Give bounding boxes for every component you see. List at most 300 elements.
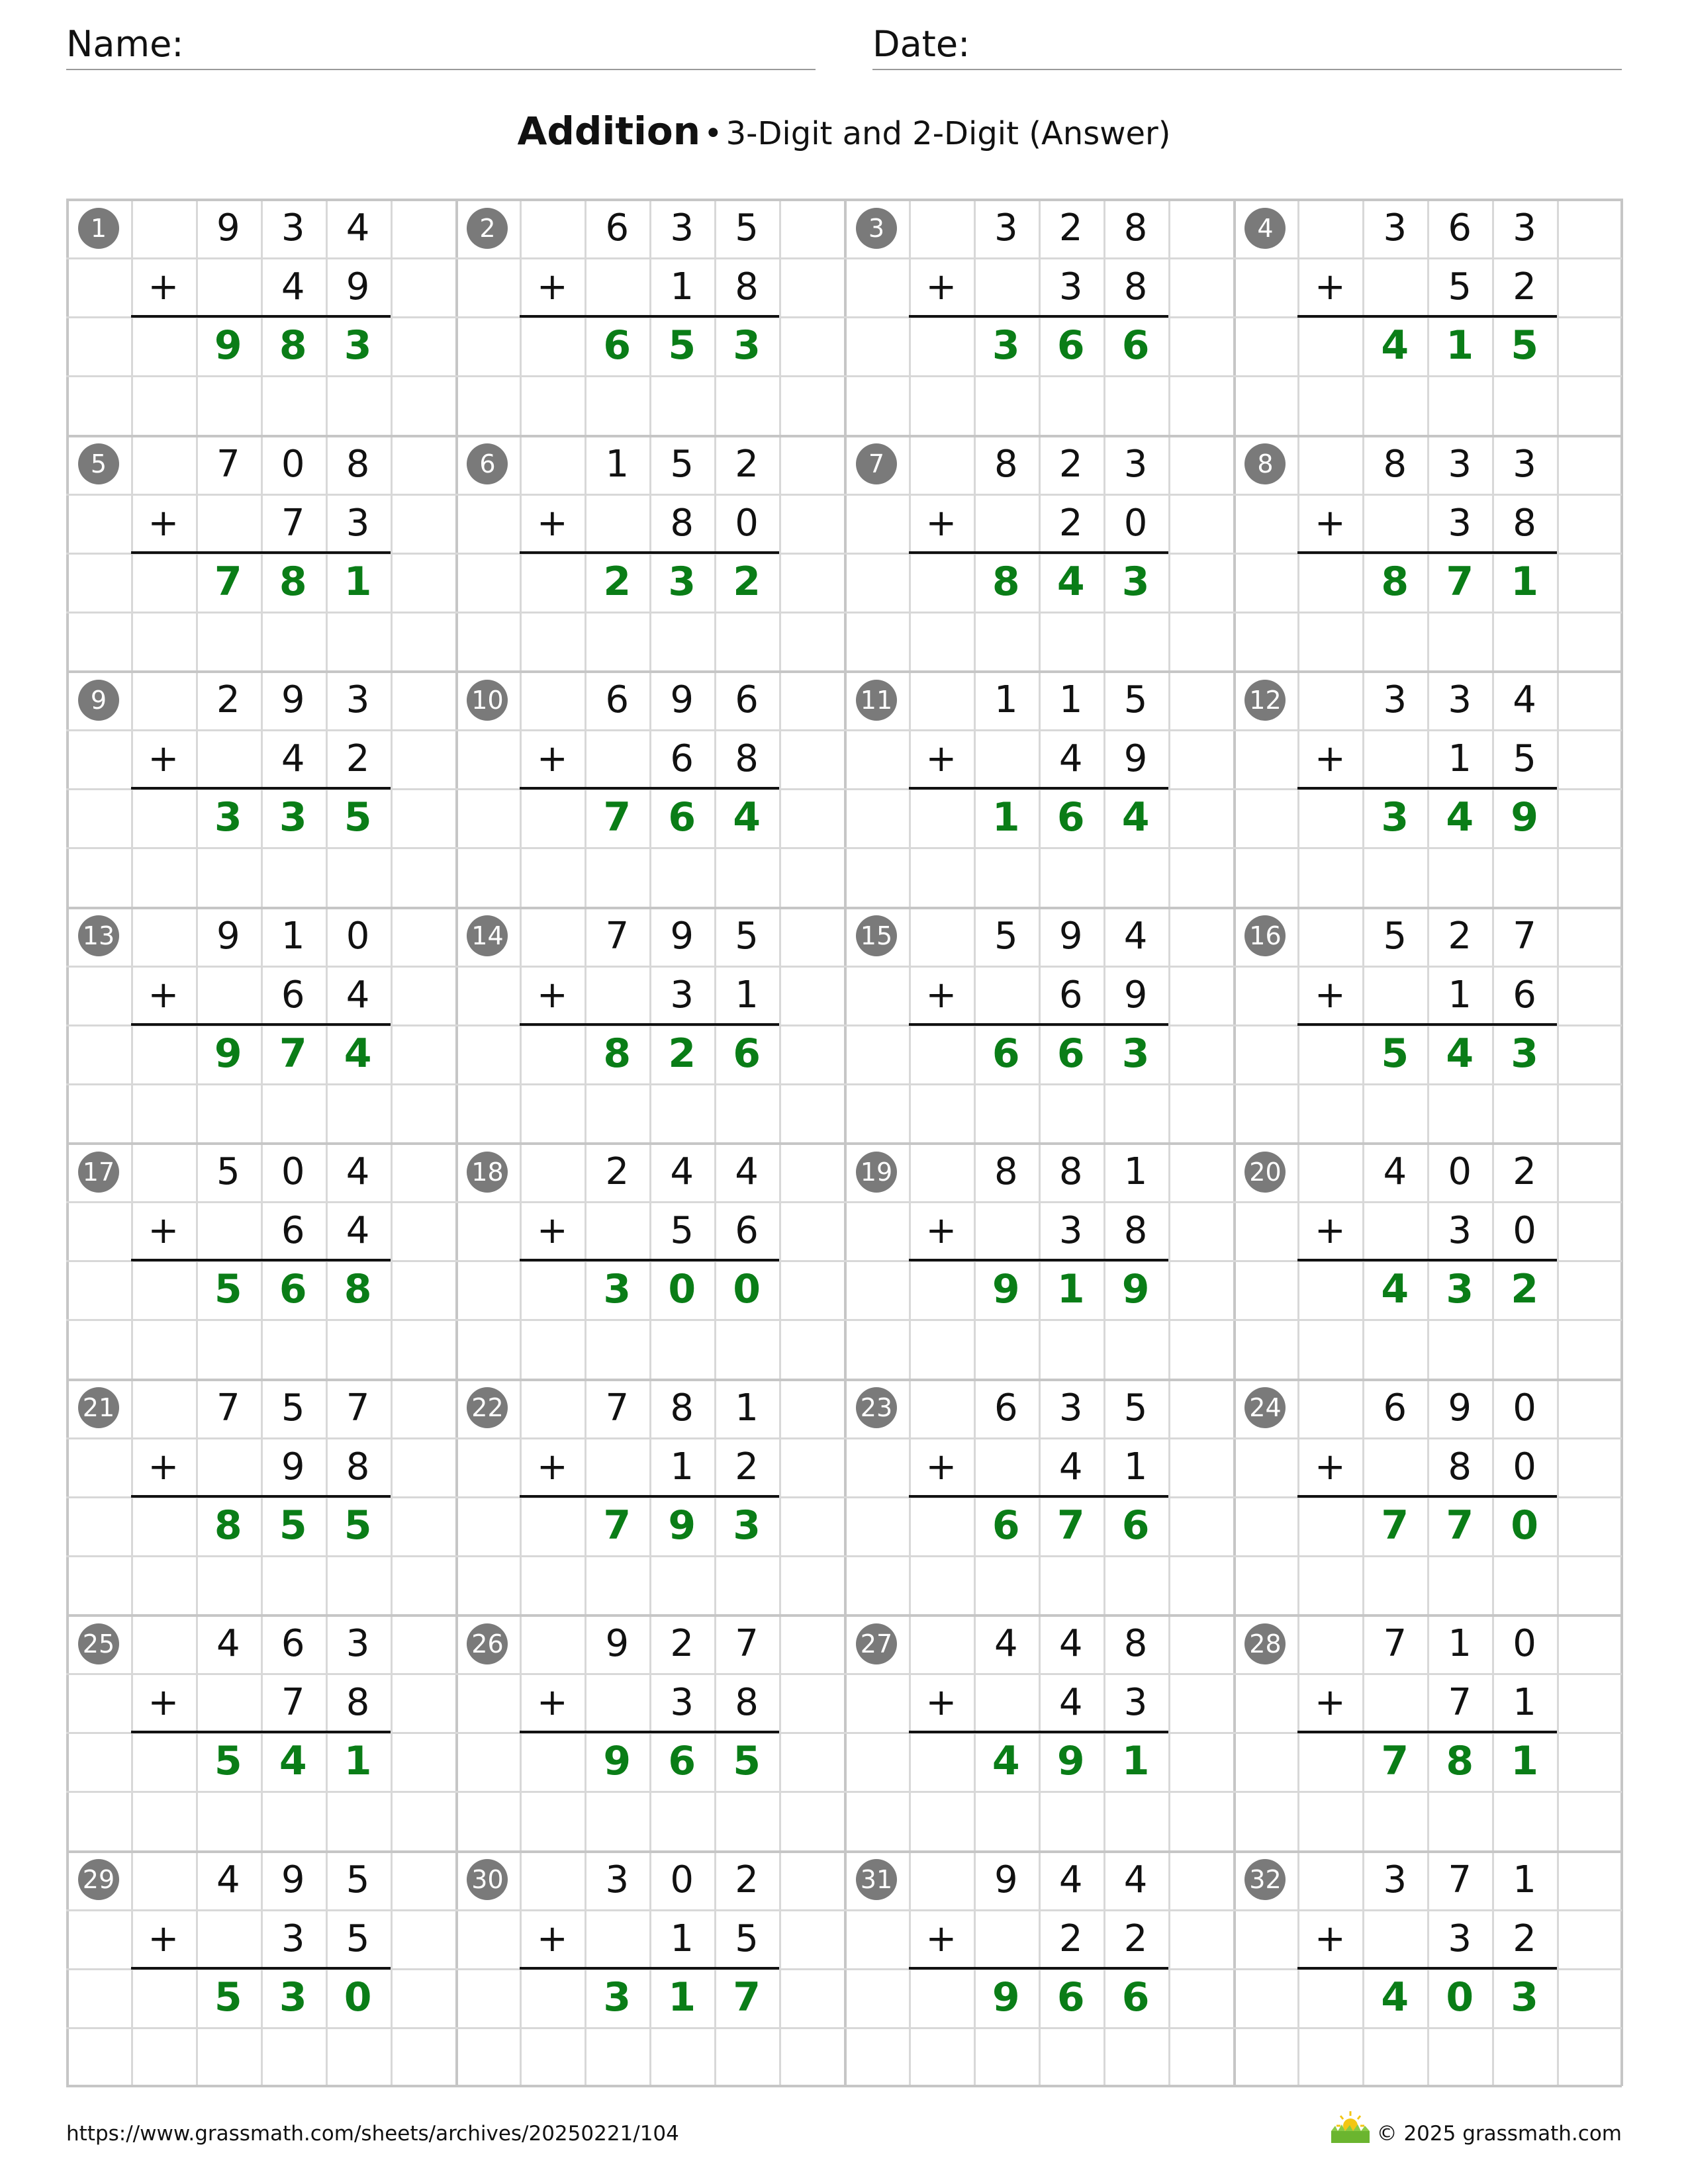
answer-digit: 2 [733,558,761,605]
addend-top-digit: 3 [1383,206,1407,250]
addend-top-digit: 2 [735,442,759,486]
addend-top-digit: 8 [1058,1150,1083,1193]
answer-digit: 5 [1381,1030,1409,1077]
addend-top-digit: 9 [281,1858,305,1901]
addend-top-digit: 9 [605,1622,630,1665]
name-label: Name: [66,23,184,65]
problem-number-badge: 8 [1244,443,1286,484]
addend-bottom-digit: 3 [1058,265,1083,309]
grid-line-horizontal [66,1319,1622,1321]
answer-digit: 9 [603,1738,632,1785]
addend-top-digit: 2 [670,1622,694,1665]
answer-digit: 5 [214,1738,242,1785]
plus-sign: + [148,1681,179,1725]
addend-top-digit: 8 [994,442,1018,486]
addend-top-digit: 1 [735,1386,759,1430]
answer-digit: 4 [279,1738,307,1785]
answer-digit: 7 [1056,1502,1085,1549]
problem-number-badge: 23 [856,1387,897,1428]
addend-top-digit: 6 [605,678,630,721]
plus-sign: + [536,1445,568,1488]
answer-digit: 5 [214,1974,242,2021]
addend-bottom-digit: 0 [735,501,759,545]
answer-digit: 7 [1381,1738,1409,1785]
addend-top-digit: 4 [216,1622,240,1665]
addend-top-digit: 8 [1123,206,1148,250]
plus-sign: + [1314,737,1346,781]
addend-bottom-digit: 1 [670,265,694,309]
plus-sign: + [148,1445,179,1488]
addend-top-digit: 3 [670,206,694,250]
plus-sign: + [925,973,957,1017]
addend-top-digit: 6 [735,678,759,721]
answer-digit: 9 [1056,1738,1085,1785]
addend-top-digit: 0 [281,442,305,486]
problem-number-badge: 22 [467,1387,508,1428]
answer-digit: 9 [1121,1266,1150,1313]
addend-bottom-digit: 1 [670,1445,694,1488]
answer-digit: 7 [1381,1502,1409,1549]
addend-top-digit: 5 [1123,678,1148,721]
addend-top-digit: 4 [1383,1150,1407,1193]
addend-bottom-digit: 3 [1448,1209,1472,1253]
plus-sign: + [148,1917,179,1960]
answer-digit: 7 [1446,558,1474,605]
problem-number-badge: 9 [78,680,119,721]
plus-sign: + [536,973,568,1017]
addend-bottom-digit: 0 [1513,1445,1536,1488]
addend-bottom-digit: 1 [1123,1445,1148,1488]
addend-top-digit: 3 [1383,1858,1407,1901]
addend-bottom-digit: 8 [1123,1209,1148,1253]
grid-line-horizontal [66,2027,1622,2029]
addend-top-digit: 7 [1513,914,1536,958]
addend-top-digit: 3 [281,206,305,250]
problem-number-badge: 31 [856,1859,897,1900]
answer-digit: 4 [1121,794,1150,841]
addend-top-digit: 4 [1513,678,1536,721]
addend-bottom-digit: 2 [1058,501,1083,545]
addend-bottom-digit: 2 [346,737,370,781]
addend-top-digit: 8 [346,442,370,486]
addend-bottom-digit: 2 [1513,265,1536,309]
answer-digit: 6 [1121,1974,1150,2021]
problem-number-badge: 20 [1244,1152,1286,1193]
addend-bottom-digit: 8 [1123,265,1148,309]
problem-number-badge: 11 [856,680,897,721]
grid-line-horizontal [66,612,1622,614]
addend-bottom-digit: 2 [735,1445,759,1488]
plus-sign: + [148,973,179,1017]
addend-bottom-digit: 4 [346,1209,370,1253]
addend-top-digit: 6 [1383,1386,1407,1430]
addend-top-digit: 8 [1383,442,1407,486]
problem-number-badge: 3 [856,208,897,249]
answer-digit: 5 [1511,322,1538,369]
plus-sign: + [148,265,179,309]
addend-bottom-digit: 1 [1448,973,1472,1017]
addend-top-digit: 3 [1513,442,1536,486]
answer-digit: 6 [1056,1030,1085,1077]
addend-bottom-digit: 9 [281,1445,305,1488]
plus-sign: + [536,1681,568,1725]
answer-digit: 0 [1511,1502,1538,1549]
addend-bottom-digit: 3 [1448,1917,1472,1960]
plus-sign: + [925,501,957,545]
addend-top-digit: 9 [281,678,305,721]
answer-digit: 1 [1446,322,1474,369]
addend-top-digit: 2 [735,1858,759,1901]
problem-number-badge: 4 [1244,208,1286,249]
addend-bottom-digit: 3 [1123,1681,1148,1725]
answer-digit: 4 [344,1030,372,1077]
answer-digit: 7 [603,794,632,841]
answer-digit: 0 [344,1974,372,2021]
addend-top-digit: 7 [216,1386,240,1430]
answer-digit: 7 [279,1030,307,1077]
answer-digit: 4 [1446,794,1474,841]
addend-bottom-digit: 0 [1513,1209,1536,1253]
addend-bottom-digit: 9 [1123,737,1148,781]
addend-bottom-digit: 2 [1513,1917,1536,1960]
addend-top-digit: 6 [281,1622,305,1665]
addend-top-digit: 7 [605,914,630,958]
answer-digit: 3 [1511,1030,1538,1077]
answer-digit: 5 [733,1738,761,1785]
problem-number-badge: 30 [467,1859,508,1900]
name-field[interactable] [66,20,816,70]
problem-number-badge: 15 [856,915,897,956]
answer-digit: 4 [1381,1266,1409,1313]
answer-digit: 2 [603,558,632,605]
addend-top-digit: 3 [1448,678,1472,721]
problem-number-badge: 2 [467,208,508,249]
answer-digit: 1 [992,794,1020,841]
addend-top-digit: 5 [1123,1386,1148,1430]
answer-digit: 8 [279,558,307,605]
addend-top-digit: 1 [1058,678,1083,721]
addend-top-digit: 4 [1123,914,1148,958]
answer-digit: 8 [214,1502,242,1549]
answer-digit: 3 [733,1502,761,1549]
answer-digit: 0 [668,1266,696,1313]
plus-sign: + [1314,1445,1346,1488]
addend-top-digit: 2 [216,678,240,721]
addend-top-digit: 0 [1513,1386,1536,1430]
problem-number-badge: 21 [78,1387,119,1428]
answer-digit: 4 [1381,322,1409,369]
addend-top-digit: 0 [346,914,370,958]
problem-number-badge: 26 [467,1623,508,1664]
answer-digit: 9 [992,1266,1020,1313]
addend-top-digit: 9 [670,914,694,958]
plus-sign: + [1314,1209,1346,1253]
answer-digit: 1 [668,1974,696,2021]
addend-bottom-digit: 9 [1123,973,1148,1017]
answer-digit: 8 [344,1266,372,1313]
answer-digit: 9 [1511,794,1538,841]
addend-top-digit: 8 [994,1150,1018,1193]
addend-bottom-digit: 5 [346,1917,370,1960]
addend-bottom-digit: 8 [346,1681,370,1725]
addend-top-digit: 2 [1448,914,1472,958]
problem-number-badge: 18 [467,1152,508,1193]
answer-digit: 8 [603,1030,632,1077]
addend-top-digit: 8 [670,1386,694,1430]
answer-digit: 6 [992,1030,1020,1077]
problem-number-badge: 17 [78,1152,119,1193]
addend-bottom-digit: 8 [735,265,759,309]
addend-top-digit: 2 [1513,1150,1536,1193]
date-field[interactable] [872,20,1622,70]
addend-bottom-digit: 6 [281,973,305,1017]
addend-top-digit: 4 [1058,1622,1083,1665]
addend-top-digit: 1 [1123,1150,1148,1193]
footer-copyright: © 2025 grassmath.com [1376,2122,1622,2146]
addend-bottom-digit: 7 [281,501,305,545]
addend-top-digit: 4 [1058,1858,1083,1901]
addend-bottom-digit: 2 [1123,1917,1148,1960]
addend-top-digit: 4 [346,206,370,250]
answer-digit: 1 [344,558,372,605]
answer-digit: 7 [733,1974,761,2021]
answer-digit: 7 [1446,1502,1474,1549]
addend-bottom-digit: 1 [670,1917,694,1960]
problem-number-badge: 7 [856,443,897,484]
addend-top-digit: 1 [1513,1858,1536,1901]
answer-digit: 3 [668,558,696,605]
problem-number-badge: 32 [1244,1859,1286,1900]
addend-top-digit: 3 [1448,442,1472,486]
problem-number-badge: 28 [1244,1623,1286,1664]
addend-bottom-digit: 6 [670,737,694,781]
addend-top-digit: 3 [1123,442,1148,486]
answer-digit: 3 [992,322,1020,369]
addend-top-digit: 4 [216,1858,240,1901]
grid-line-horizontal [66,375,1622,377]
plus-sign: + [536,501,568,545]
addend-top-digit: 5 [346,1858,370,1901]
addend-top-digit: 7 [346,1386,370,1430]
answer-digit: 7 [214,558,242,605]
addend-top-digit: 5 [281,1386,305,1430]
plus-sign: + [925,1209,957,1253]
addend-top-digit: 6 [994,1386,1018,1430]
answer-digit: 6 [668,794,696,841]
addend-bottom-digit: 4 [281,737,305,781]
plus-sign: + [925,737,957,781]
answer-digit: 6 [1121,1502,1150,1549]
addend-bottom-digit: 8 [346,1445,370,1488]
answer-digit: 0 [733,1266,761,1313]
answer-digit: 4 [1446,1030,1474,1077]
addend-bottom-digit: 2 [1058,1917,1083,1960]
plus-sign: + [1314,265,1346,309]
answer-digit: 5 [344,1502,372,1549]
answer-digit: 9 [214,322,242,369]
addend-top-digit: 0 [670,1858,694,1901]
addend-bottom-digit: 3 [281,1917,305,1960]
problem-number-badge: 19 [856,1152,897,1193]
answer-digit: 6 [668,1738,696,1785]
answer-digit: 3 [1381,794,1409,841]
problem-number-badge: 16 [1244,915,1286,956]
addend-bottom-digit: 4 [281,265,305,309]
addend-top-digit: 5 [1383,914,1407,958]
addend-top-digit: 0 [1513,1622,1536,1665]
title-bullet: • [704,115,723,152]
addend-bottom-digit: 8 [1513,501,1536,545]
addend-top-digit: 9 [216,914,240,958]
addend-bottom-digit: 8 [735,1681,759,1725]
answer-digit: 9 [992,1974,1020,2021]
problem-number-badge: 29 [78,1859,119,1900]
answer-digit: 9 [214,1030,242,1077]
problem-number-badge: 27 [856,1623,897,1664]
addend-top-digit: 9 [670,678,694,721]
addend-bottom-digit: 8 [670,501,694,545]
addend-bottom-digit: 4 [1058,737,1083,781]
addend-top-digit: 5 [735,206,759,250]
answer-digit: 3 [344,322,372,369]
plus-sign: + [925,1917,957,1960]
answer-digit: 5 [214,1266,242,1313]
plus-sign: + [1314,1917,1346,1960]
addend-top-digit: 2 [605,1150,630,1193]
answer-digit: 3 [279,1974,307,2021]
addend-top-digit: 0 [1448,1150,1472,1193]
problem-number-badge: 12 [1244,680,1286,721]
addend-top-digit: 6 [1448,206,1472,250]
addend-top-digit: 4 [346,1150,370,1193]
answer-digit: 3 [1121,1030,1150,1077]
answer-digit: 6 [733,1030,761,1077]
answer-digit: 1 [1511,1738,1538,1785]
plus-sign: + [1314,973,1346,1017]
worksheet-title [0,103,1688,159]
problem-number-badge: 14 [467,915,508,956]
addend-top-digit: 5 [216,1150,240,1193]
answer-digit: 6 [1121,322,1150,369]
grid-line-horizontal [66,1083,1622,1085]
answer-digit: 3 [603,1266,632,1313]
grid-line-horizontal [66,1791,1622,1793]
addend-top-digit: 5 [670,442,694,486]
addend-top-digit: 4 [994,1622,1018,1665]
answer-digit: 5 [668,322,696,369]
addend-bottom-digit: 5 [1513,737,1536,781]
problem-grid [66,199,1622,2086]
addend-top-digit: 6 [605,206,630,250]
problem-number-badge: 13 [78,915,119,956]
answer-digit: 6 [992,1502,1020,1549]
addend-top-digit: 4 [1123,1858,1148,1901]
answer-digit: 6 [279,1266,307,1313]
addend-top-digit: 3 [1058,1386,1083,1430]
answer-digit: 6 [1056,794,1085,841]
problem-number-badge: 6 [467,443,508,484]
plus-sign: + [536,737,568,781]
addend-top-digit: 1 [281,914,305,958]
addend-bottom-digit: 9 [346,265,370,309]
problem-number-badge: 1 [78,208,119,249]
title-main: Addition [517,109,701,154]
answer-digit: 3 [603,1974,632,2021]
answer-digit: 3 [733,322,761,369]
answer-digit: 1 [1056,1266,1085,1313]
addend-top-digit: 1 [1448,1622,1472,1665]
answer-digit: 6 [1056,322,1085,369]
addend-top-digit: 3 [605,1858,630,1901]
addend-bottom-digit: 3 [670,1681,694,1725]
addend-top-digit: 2 [1058,442,1083,486]
addend-top-digit: 7 [216,442,240,486]
plus-sign: + [1314,501,1346,545]
answer-digit: 2 [1511,1266,1538,1313]
addend-bottom-digit: 8 [1448,1445,1472,1488]
answer-digit: 6 [1056,1974,1085,2021]
addend-bottom-digit: 1 [1448,737,1472,781]
addend-top-digit: 5 [994,914,1018,958]
addend-bottom-digit: 5 [1448,265,1472,309]
grid-line-horizontal [66,2085,1622,2087]
plus-sign: + [536,1917,568,1960]
addend-top-digit: 9 [1448,1386,1472,1430]
plus-sign: + [1314,1681,1346,1725]
answer-digit: 3 [1121,558,1150,605]
answer-digit: 5 [344,794,372,841]
answer-digit: 1 [344,1738,372,1785]
addend-top-digit: 8 [1123,1622,1148,1665]
addend-bottom-digit: 3 [346,501,370,545]
answer-digit: 4 [1056,558,1085,605]
plus-sign: + [925,265,957,309]
addend-top-digit: 9 [216,206,240,250]
addend-bottom-digit: 8 [735,737,759,781]
problem-number-badge: 25 [78,1623,119,1664]
answer-digit: 8 [1446,1738,1474,1785]
plus-sign: + [148,1209,179,1253]
plus-sign: + [148,501,179,545]
answer-digit: 1 [1121,1738,1150,1785]
answer-digit: 4 [1381,1974,1409,2021]
answer-digit: 0 [1446,1974,1474,2021]
plus-sign: + [925,1445,957,1488]
addend-top-digit: 3 [1513,206,1536,250]
addend-bottom-digit: 4 [1058,1445,1083,1488]
addend-top-digit: 0 [281,1150,305,1193]
addend-top-digit: 7 [1383,1622,1407,1665]
addend-bottom-digit: 6 [1513,973,1536,1017]
addend-bottom-digit: 6 [735,1209,759,1253]
answer-digit: 3 [1511,1974,1538,2021]
addend-top-digit: 3 [994,206,1018,250]
answer-digit: 8 [279,322,307,369]
answer-digit: 3 [279,794,307,841]
addend-top-digit: 4 [670,1150,694,1193]
addend-bottom-digit: 4 [346,973,370,1017]
grid-line-horizontal [66,847,1622,849]
addend-bottom-digit: 5 [670,1209,694,1253]
addend-bottom-digit: 5 [735,1917,759,1960]
plus-sign: + [536,1209,568,1253]
plus-sign: + [536,265,568,309]
problem-number-badge: 10 [467,680,508,721]
addend-top-digit: 7 [605,1386,630,1430]
addend-top-digit: 4 [735,1150,759,1193]
addend-bottom-digit: 4 [1058,1681,1083,1725]
addend-bottom-digit: 6 [281,1209,305,1253]
